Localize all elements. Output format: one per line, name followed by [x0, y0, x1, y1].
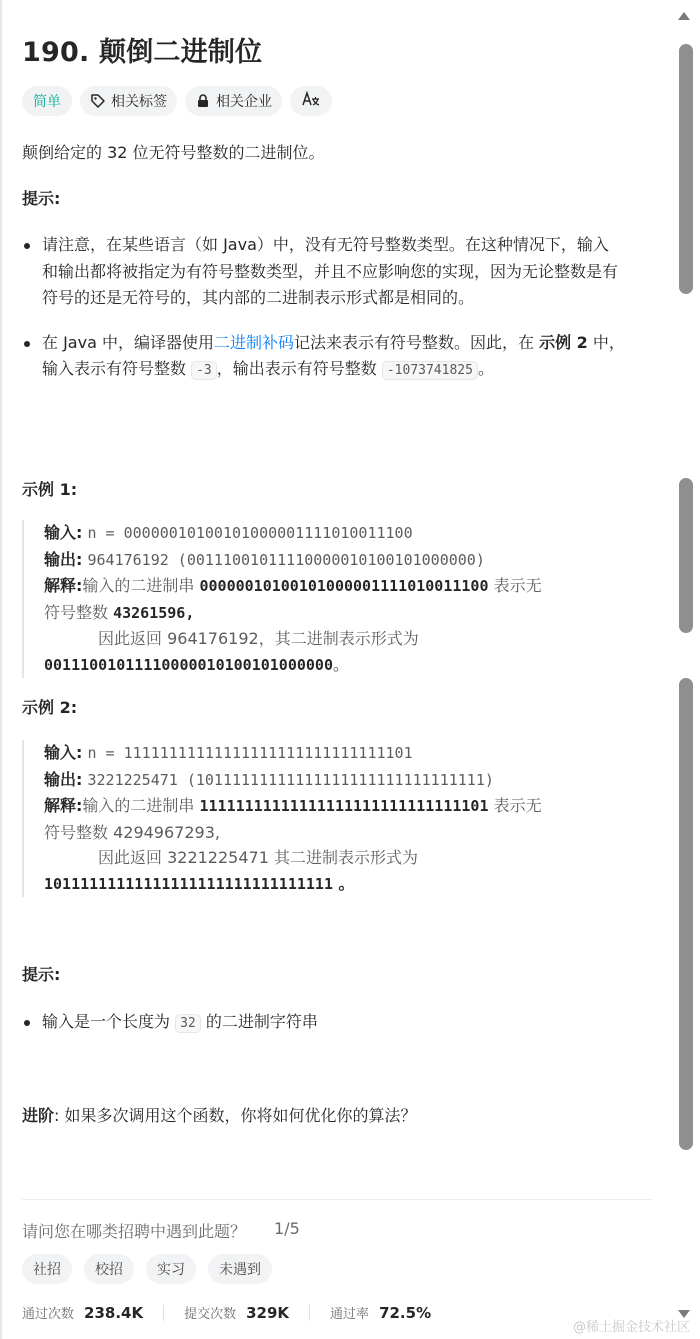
explain-text-d: 因此返回 3221225471 其二进制表示形式为: [98, 848, 418, 867]
example-2-ref: 示例 2: [539, 332, 588, 352]
example-1-input: [44, 520, 664, 547]
explain-label: 解释:: [44, 796, 83, 815]
panel-border: [0, 0, 2, 1339]
rate-label: 通过率: [330, 1307, 370, 1322]
submissions-value: 329K: [246, 1303, 290, 1322]
option-not-encountered[interactable]: 未遇到: [208, 1254, 272, 1284]
explain-end: 。: [332, 873, 355, 893]
stat-rate: [330, 1303, 431, 1322]
example-1-block: [22, 520, 664, 678]
option-campus-hiring[interactable]: 校招: [84, 1254, 134, 1284]
hint-2-text-e: 。: [477, 359, 494, 378]
survey-options: [22, 1254, 272, 1284]
rate-value: 72.5%: [379, 1303, 432, 1322]
explain-text-a: 输入的二进制串: [82, 796, 200, 815]
stats-bar: [22, 1303, 431, 1322]
difficulty-label: 简单: [33, 94, 61, 110]
lock-icon: [195, 93, 211, 109]
problem-title: 190. 颠倒二进制位: [22, 37, 263, 68]
translate-button[interactable]: [290, 86, 332, 116]
input-label: 输入:: [44, 743, 83, 762]
scrollbar-thumb-1[interactable]: [679, 44, 693, 294]
constraints-heading: 提示:: [22, 965, 61, 984]
example-2-input: [44, 740, 664, 767]
related-companies-label: 相关企业: [216, 94, 272, 110]
difficulty-badge: [22, 86, 72, 116]
followup-text: : 如果多次调用这个函数，你将如何优化你的算法？: [54, 1106, 417, 1125]
output-label: 输出:: [44, 549, 83, 569]
option-social-hiring[interactable]: 社招: [22, 1254, 72, 1284]
survey-page: 1/5: [274, 1219, 300, 1238]
example-2-heading: 示例 2:: [22, 698, 78, 717]
followup-label: 进阶: [22, 1106, 55, 1125]
submissions-label: 提交次数: [184, 1307, 237, 1322]
translate-icon: [302, 91, 320, 111]
explain-label: 解释:: [44, 576, 83, 595]
accepted-value: 238.4K: [84, 1303, 144, 1322]
related-tags-label: 相关标签: [111, 94, 167, 110]
explain-text-c: 符号整数 4294967293,: [44, 822, 220, 842]
twos-complement-link[interactable]: 二进制补码: [213, 332, 294, 352]
explain-bits: 00000010100101000001111010011100: [199, 577, 489, 595]
inline-code-result: -1073741825: [382, 361, 478, 380]
constraint-item: [22, 1009, 632, 1038]
input-label: 输入:: [44, 523, 83, 542]
hint-2-text-d: ，输出表示有符号整数: [216, 359, 382, 378]
example-2-block: [22, 740, 664, 897]
interview-survey: [22, 1219, 300, 1242]
output-value: 3221225471 (10111111111111111111111111111111): [87, 770, 494, 789]
related-companies-button[interactable]: [185, 86, 282, 116]
constraints-list: [22, 1009, 632, 1038]
stat-submissions: [184, 1303, 289, 1322]
output-value: 964176192 (00111001011110000010100101000000): [87, 550, 485, 569]
output-label: 输出:: [44, 769, 83, 789]
tag-bar: [22, 86, 332, 116]
hint-2-text-a: 在 Java 中，编译器使用: [42, 332, 214, 352]
example-1-heading: 示例 1:: [22, 480, 78, 499]
inline-code-minus3: -3: [191, 361, 217, 380]
hint-list: [22, 232, 632, 385]
example-2-explanation: [44, 793, 664, 897]
explain-text-b: 表示无: [488, 576, 542, 595]
example-2-output: [44, 767, 664, 794]
explain-text-a: 输入的二进制串: [82, 576, 200, 595]
constraint-text-b: 的二进制字符串: [200, 1012, 318, 1031]
input-value: n = 11111111111111111111111111111101: [87, 744, 413, 762]
explain-end: 。: [332, 654, 349, 674]
input-value: n = 00000010100101000001111010011100: [87, 524, 413, 542]
explain-text-d: 因此返回 964176192，其二进制表示形式为: [98, 629, 419, 648]
scrollbar-thumb-2[interactable]: [679, 478, 693, 633]
explain-result: 00111001011110000010100101000000: [44, 655, 333, 674]
hint-2-text-c: 中，输入表示有符号整数: [42, 332, 625, 378]
accepted-label: 通过次数: [22, 1307, 75, 1322]
scrollbar-thumb-3[interactable]: [679, 678, 693, 1150]
explain-bits: 11111111111111111111111111111101: [199, 797, 489, 815]
hint-heading: 提示:: [22, 189, 61, 208]
hint-2-text-b: 记法来表示有符号整数。因此，在: [294, 332, 540, 352]
scroll-down-arrow-icon[interactable]: [678, 1310, 690, 1318]
stat-separator: [309, 1305, 310, 1321]
inline-code-32: 32: [175, 1014, 201, 1033]
hint-1-text: 请注意，在某些语言（如 Java）中，没有无符号整数类型。在这种情况下，输入和输出都将被指定为有符号整数类型，并且不应影响您的实现，因为无论整数是有符号的还是无符号的，其内部的二进制表示形式都是相同的。: [42, 235, 619, 307]
explain-text-c: 符号整数: [44, 602, 114, 622]
hint-item-1: [22, 232, 622, 312]
scroll-up-arrow-icon[interactable]: [678, 12, 690, 20]
watermark: @稀土掘金技术社区: [572, 1320, 690, 1335]
tag-icon: [90, 93, 106, 109]
problem-description: 颠倒给定的 32 位无符号整数的二进制位。: [22, 143, 325, 162]
example-1-output: [44, 547, 664, 574]
divider: [22, 1199, 652, 1200]
explain-number: 43261596,: [113, 603, 195, 622]
option-internship[interactable]: 实习: [146, 1254, 196, 1284]
example-1-explanation: [44, 573, 664, 678]
explain-text-b: 表示无: [488, 796, 542, 815]
followup: [22, 1103, 417, 1129]
stat-accepted: [22, 1303, 143, 1322]
explain-result: 10111111111111111111111111111111: [44, 874, 333, 893]
survey-question: 请问您在哪类招聘中遇到此题？: [22, 1222, 247, 1241]
related-tags-button[interactable]: [80, 86, 177, 116]
constraint-text-a: 输入是一个长度为: [42, 1012, 176, 1031]
stat-separator: [163, 1305, 164, 1321]
hint-item-2: [22, 330, 632, 385]
